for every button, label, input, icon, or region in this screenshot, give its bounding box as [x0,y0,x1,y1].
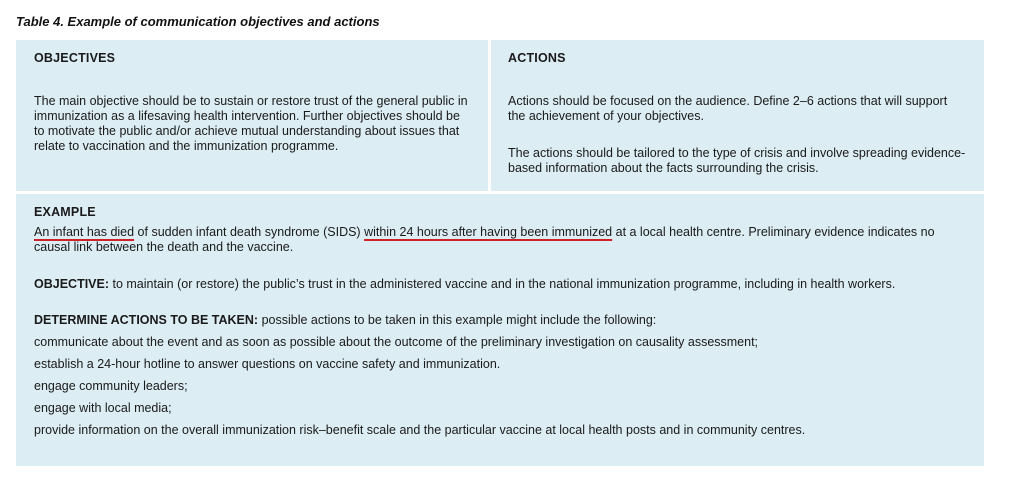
example-determine [34,313,966,328]
objective-label: OBJECTIVE: [34,277,110,291]
list-item: establish a 24-hour hotline to answer questions on vaccine safety and immunization. [34,357,501,371]
determine-text: possible actions to be taken in this example might include the following: [258,313,657,327]
list-item: communicate about the event and as soon as possible about the outcome of the preliminary investigation on causality assessment; [34,335,759,349]
table-caption: Table 4. Example of communication objectives and actions [16,14,380,29]
table-row-top [16,40,984,191]
determine-label: DETERMINE ACTIONS TO BE TAKEN: [34,313,259,327]
actions-cell [491,40,984,191]
communication-table [16,40,984,466]
objectives-heading: OBJECTIVES [34,51,116,65]
objectives-text: The main objective should be to sustain or restore trust of the general public in immunization as a lifesaving health intervention. Further objectives should be to motivate the public and/or achieve mutual understanding about issues that relate to vaccination and the immunization programme. [34,94,468,153]
example-heading: EXAMPLE [34,205,96,219]
scenario-text-2: at a local health centre. Preliminary evidence indicates no causal link between the death and the vaccine. [34,225,935,254]
scenario-text-1: of sudden infant death syndrome (SIDS) [134,225,365,239]
list-item: engage community leaders; [34,379,188,393]
actions-text-1: Actions should be focused on the audience. Define 2–6 actions that will support the achievement of your objectives. [508,94,948,123]
objectives-cell [16,40,488,191]
example-scenario [34,225,966,255]
example-objective [34,277,966,292]
actions-text-2: The actions should be tailored to the type of crisis and involve spreading evidence-based information about the facts surrounding the crisis. [508,146,966,175]
example-cell [16,194,984,466]
list-item: provide information on the overall immunization risk–benefit scale and the particular vaccine at local health posts and in community centres. [34,423,806,437]
underlined-phrase-24-hours: within 24 hours after having been immunized [364,225,613,239]
underlined-phrase-infant-died: An infant has died [34,225,135,239]
actions-heading: ACTIONS [508,51,566,65]
objective-text: to maintain (or restore) the public’s trust in the administered vaccine and in the national immunization programme, including in health workers. [109,277,896,291]
list-item: engage with local media; [34,401,172,415]
